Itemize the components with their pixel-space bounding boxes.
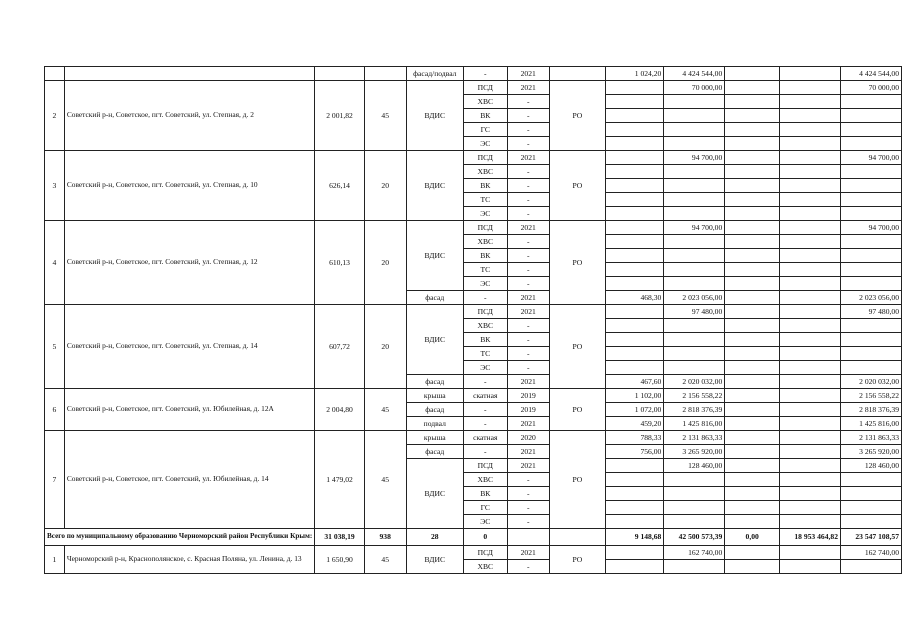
work-year: - xyxy=(507,333,549,347)
total-cost: 42 500 573,39 xyxy=(664,529,725,546)
building-address: Советский р-н, Советское, пгт. Советский, ул. Юбилейная, д. 12А xyxy=(64,389,314,431)
building-qty: 45 xyxy=(364,81,406,151)
work-year: 2021 xyxy=(507,151,549,165)
work-cost: 70 000,00 xyxy=(664,81,725,95)
building-area: 626,14 xyxy=(315,151,365,221)
work-subtype: ПСД xyxy=(464,546,508,560)
work-subtype: ХВС xyxy=(464,560,508,574)
building-qty: 45 xyxy=(364,431,406,529)
work-subtype: ЭС xyxy=(464,137,508,151)
work-cost: 94 700,00 xyxy=(664,221,725,235)
work-year: 2021 xyxy=(507,221,549,235)
building-qty: 20 xyxy=(364,221,406,305)
total-row xyxy=(45,529,902,546)
building-area: 1 479,02 xyxy=(315,431,365,529)
work-type: крыша xyxy=(406,431,463,445)
row-number: 6 xyxy=(45,389,65,431)
building-area: 610,13 xyxy=(315,221,365,305)
table-row xyxy=(45,81,902,95)
work-subtype: ПСД xyxy=(464,151,508,165)
work-cost: 3 265 920,00 xyxy=(664,445,725,459)
work-cost: 2 156 558,22 xyxy=(664,389,725,403)
work-volume: 1 072,00 xyxy=(605,403,663,417)
row-number: 3 xyxy=(45,151,65,221)
work-method: РО xyxy=(549,546,605,574)
work-method: РО xyxy=(549,151,605,221)
total-area: 31 038,19 xyxy=(315,529,365,546)
work-year: 2021 xyxy=(507,445,549,459)
total-col1: 0,00 xyxy=(725,529,780,546)
work-subtype: ХВС xyxy=(464,473,508,487)
work-year: 2021 xyxy=(507,81,549,95)
work-subtype: ГС xyxy=(464,501,508,515)
work-cost: 4 424 544,00 xyxy=(664,67,725,81)
work-type: фасад xyxy=(406,291,463,305)
work-volume: 788,33 xyxy=(605,431,663,445)
total-sum: 23 547 108,57 xyxy=(841,529,902,546)
row-number: 2 xyxy=(45,81,65,151)
work-total: 94 700,00 xyxy=(841,151,902,165)
work-method: РО xyxy=(549,221,605,305)
work-cost: 2 020 032,00 xyxy=(664,375,725,389)
table-row xyxy=(45,67,902,81)
row-number: 4 xyxy=(45,221,65,305)
work-subtype: ПСД xyxy=(464,221,508,235)
work-year: - xyxy=(507,193,549,207)
work-subtype: - xyxy=(464,67,508,81)
work-year: 2021 xyxy=(507,459,549,473)
table-row xyxy=(45,151,902,165)
total-sub: 0 xyxy=(464,529,508,546)
work-subtype: ЭС xyxy=(464,361,508,375)
work-type: ВДИС xyxy=(406,81,463,151)
work-year: - xyxy=(507,95,549,109)
work-subtype: ВК xyxy=(464,109,508,123)
work-type: ВДИС xyxy=(406,151,463,221)
work-total: 2 023 056,00 xyxy=(841,291,902,305)
work-subtype: - xyxy=(464,375,508,389)
work-total: 3 265 920,00 xyxy=(841,445,902,459)
building-area: 607,72 xyxy=(315,305,365,389)
work-year: 2021 xyxy=(507,417,549,431)
row-number: 7 xyxy=(45,431,65,529)
work-total: 128 460,00 xyxy=(841,459,902,473)
work-subtype: ХВС xyxy=(464,95,508,109)
work-year: - xyxy=(507,235,549,249)
work-year: - xyxy=(507,179,549,193)
work-subtype: ТС xyxy=(464,263,508,277)
building-address: Советский р-н, Советское, пгт. Советский, ул. Степная, д. 14 xyxy=(64,305,314,389)
work-volume: 468,30 xyxy=(605,291,663,305)
table-row xyxy=(45,305,902,319)
work-year: - xyxy=(507,263,549,277)
work-year: 2021 xyxy=(507,291,549,305)
work-subtype: ХВС xyxy=(464,319,508,333)
work-year: - xyxy=(507,347,549,361)
work-total: 162 740,00 xyxy=(841,546,902,560)
work-cost: 2 023 056,00 xyxy=(664,291,725,305)
work-year: - xyxy=(507,501,549,515)
work-volume: 459,20 xyxy=(605,417,663,431)
work-year: - xyxy=(507,165,549,179)
work-subtype: ПСД xyxy=(464,305,508,319)
table-row xyxy=(45,431,902,445)
building-qty: 45 xyxy=(364,389,406,431)
work-year: 2020 xyxy=(507,431,549,445)
work-volume: 1 024,20 xyxy=(605,67,663,81)
work-subtype: - xyxy=(464,445,508,459)
row-number: 5 xyxy=(45,305,65,389)
work-subtype: ТС xyxy=(464,193,508,207)
work-cost: 162 740,00 xyxy=(664,546,725,560)
work-year: - xyxy=(507,361,549,375)
work-type: крыша xyxy=(406,389,463,403)
building-qty: 20 xyxy=(364,151,406,221)
work-volume: 1 102,00 xyxy=(605,389,663,403)
work-subtype: ВК xyxy=(464,249,508,263)
work-subtype: - xyxy=(464,417,508,431)
total-col2: 18 953 464,82 xyxy=(780,529,841,546)
work-cost: 128 460,00 xyxy=(664,459,725,473)
work-subtype: - xyxy=(464,291,508,305)
work-total: 94 700,00 xyxy=(841,221,902,235)
work-method: РО xyxy=(549,305,605,389)
work-year: 2021 xyxy=(507,546,549,560)
row-number: 1 xyxy=(45,546,65,574)
work-subtype: ПСД xyxy=(464,459,508,473)
work-subtype: ТС xyxy=(464,347,508,361)
work-subtype: ЭС xyxy=(464,277,508,291)
building-qty: 20 xyxy=(364,305,406,389)
work-type: фасад xyxy=(406,403,463,417)
building-address: Советский р-н, Советское, пгт. Советский, ул. Степная, д. 10 xyxy=(64,151,314,221)
work-type: ВДИС xyxy=(406,305,463,375)
work-total: 2 156 558,22 xyxy=(841,389,902,403)
work-total: 2 020 032,00 xyxy=(841,375,902,389)
work-type: подвал xyxy=(406,417,463,431)
building-address: Черноморский р-н, Краснополянское, с. Красная Поляна, ул. Ленина, д. 13 xyxy=(64,546,314,574)
building-area: 1 650,90 xyxy=(315,546,365,574)
work-subtype: - xyxy=(464,403,508,417)
work-year: - xyxy=(507,109,549,123)
work-type: фасад/подвал xyxy=(406,67,463,81)
building-qty: 45 xyxy=(364,546,406,574)
work-year: - xyxy=(507,473,549,487)
total-label: Всего по муниципальному образованию Черноморский район Республики Крым: xyxy=(45,529,315,546)
work-type: ВДИС xyxy=(406,546,463,574)
building-address: Советский р-н, Советское, пгт. Советский, ул. Степная, д. 12 xyxy=(64,221,314,305)
work-year: - xyxy=(507,487,549,501)
work-method: РО xyxy=(549,389,605,431)
work-year: - xyxy=(507,249,549,263)
work-total: 97 480,00 xyxy=(841,305,902,319)
work-subtype: скатная xyxy=(464,431,508,445)
work-subtype: ГС xyxy=(464,123,508,137)
work-year: - xyxy=(507,277,549,291)
work-year: - xyxy=(507,515,549,529)
work-year: 2021 xyxy=(507,375,549,389)
work-total: 2 818 376,39 xyxy=(841,403,902,417)
work-year: 2021 xyxy=(507,305,549,319)
work-subtype: ВК xyxy=(464,333,508,347)
work-method: РО xyxy=(549,431,605,529)
work-type: фасад xyxy=(406,445,463,459)
work-subtype: скатная xyxy=(464,389,508,403)
total-work: 28 xyxy=(406,529,463,546)
work-subtype: ЭС xyxy=(464,515,508,529)
work-year: - xyxy=(507,137,549,151)
work-cost: 97 480,00 xyxy=(664,305,725,319)
work-total: 1 425 816,00 xyxy=(841,417,902,431)
work-type: ВДИС xyxy=(406,221,463,291)
work-year: - xyxy=(507,207,549,221)
work-total: 2 131 863,33 xyxy=(841,431,902,445)
work-cost: 94 700,00 xyxy=(664,151,725,165)
work-year: - xyxy=(507,123,549,137)
work-year: - xyxy=(507,560,549,574)
work-cost: 2 818 376,39 xyxy=(664,403,725,417)
building-area: 2 001,82 xyxy=(315,81,365,151)
work-year: - xyxy=(507,319,549,333)
building-address: Советский р-н, Советское, пгт. Советский, ул. Юбилейная, д. 14 xyxy=(64,431,314,529)
work-volume: 467,60 xyxy=(605,375,663,389)
work-total: 4 424 544,00 xyxy=(841,67,902,81)
work-cost: 2 131 863,33 xyxy=(664,431,725,445)
table-row xyxy=(45,389,902,403)
work-subtype: ХВС xyxy=(464,165,508,179)
work-subtype: ПСД xyxy=(464,81,508,95)
table-row xyxy=(45,546,902,560)
work-year: 2021 xyxy=(507,67,549,81)
work-subtype: ВК xyxy=(464,487,508,501)
building-address: Советский р-н, Советское, пгт. Советский, ул. Степная, д. 2 xyxy=(64,81,314,151)
work-total: 70 000,00 xyxy=(841,81,902,95)
work-cost: 1 425 816,00 xyxy=(664,417,725,431)
total-volume: 9 148,68 xyxy=(605,529,663,546)
work-type: фасад xyxy=(406,375,463,389)
work-type: ВДИС xyxy=(406,459,463,529)
total-qty: 938 xyxy=(364,529,406,546)
work-subtype: ЭС xyxy=(464,207,508,221)
work-year: 2019 xyxy=(507,389,549,403)
work-method: РО xyxy=(549,81,605,151)
repair-program-table xyxy=(44,66,902,574)
work-volume: 756,00 xyxy=(605,445,663,459)
work-subtype: ХВС xyxy=(464,235,508,249)
table-row xyxy=(45,221,902,235)
building-area: 2 004,80 xyxy=(315,389,365,431)
work-subtype: ВК xyxy=(464,179,508,193)
work-year: 2019 xyxy=(507,403,549,417)
